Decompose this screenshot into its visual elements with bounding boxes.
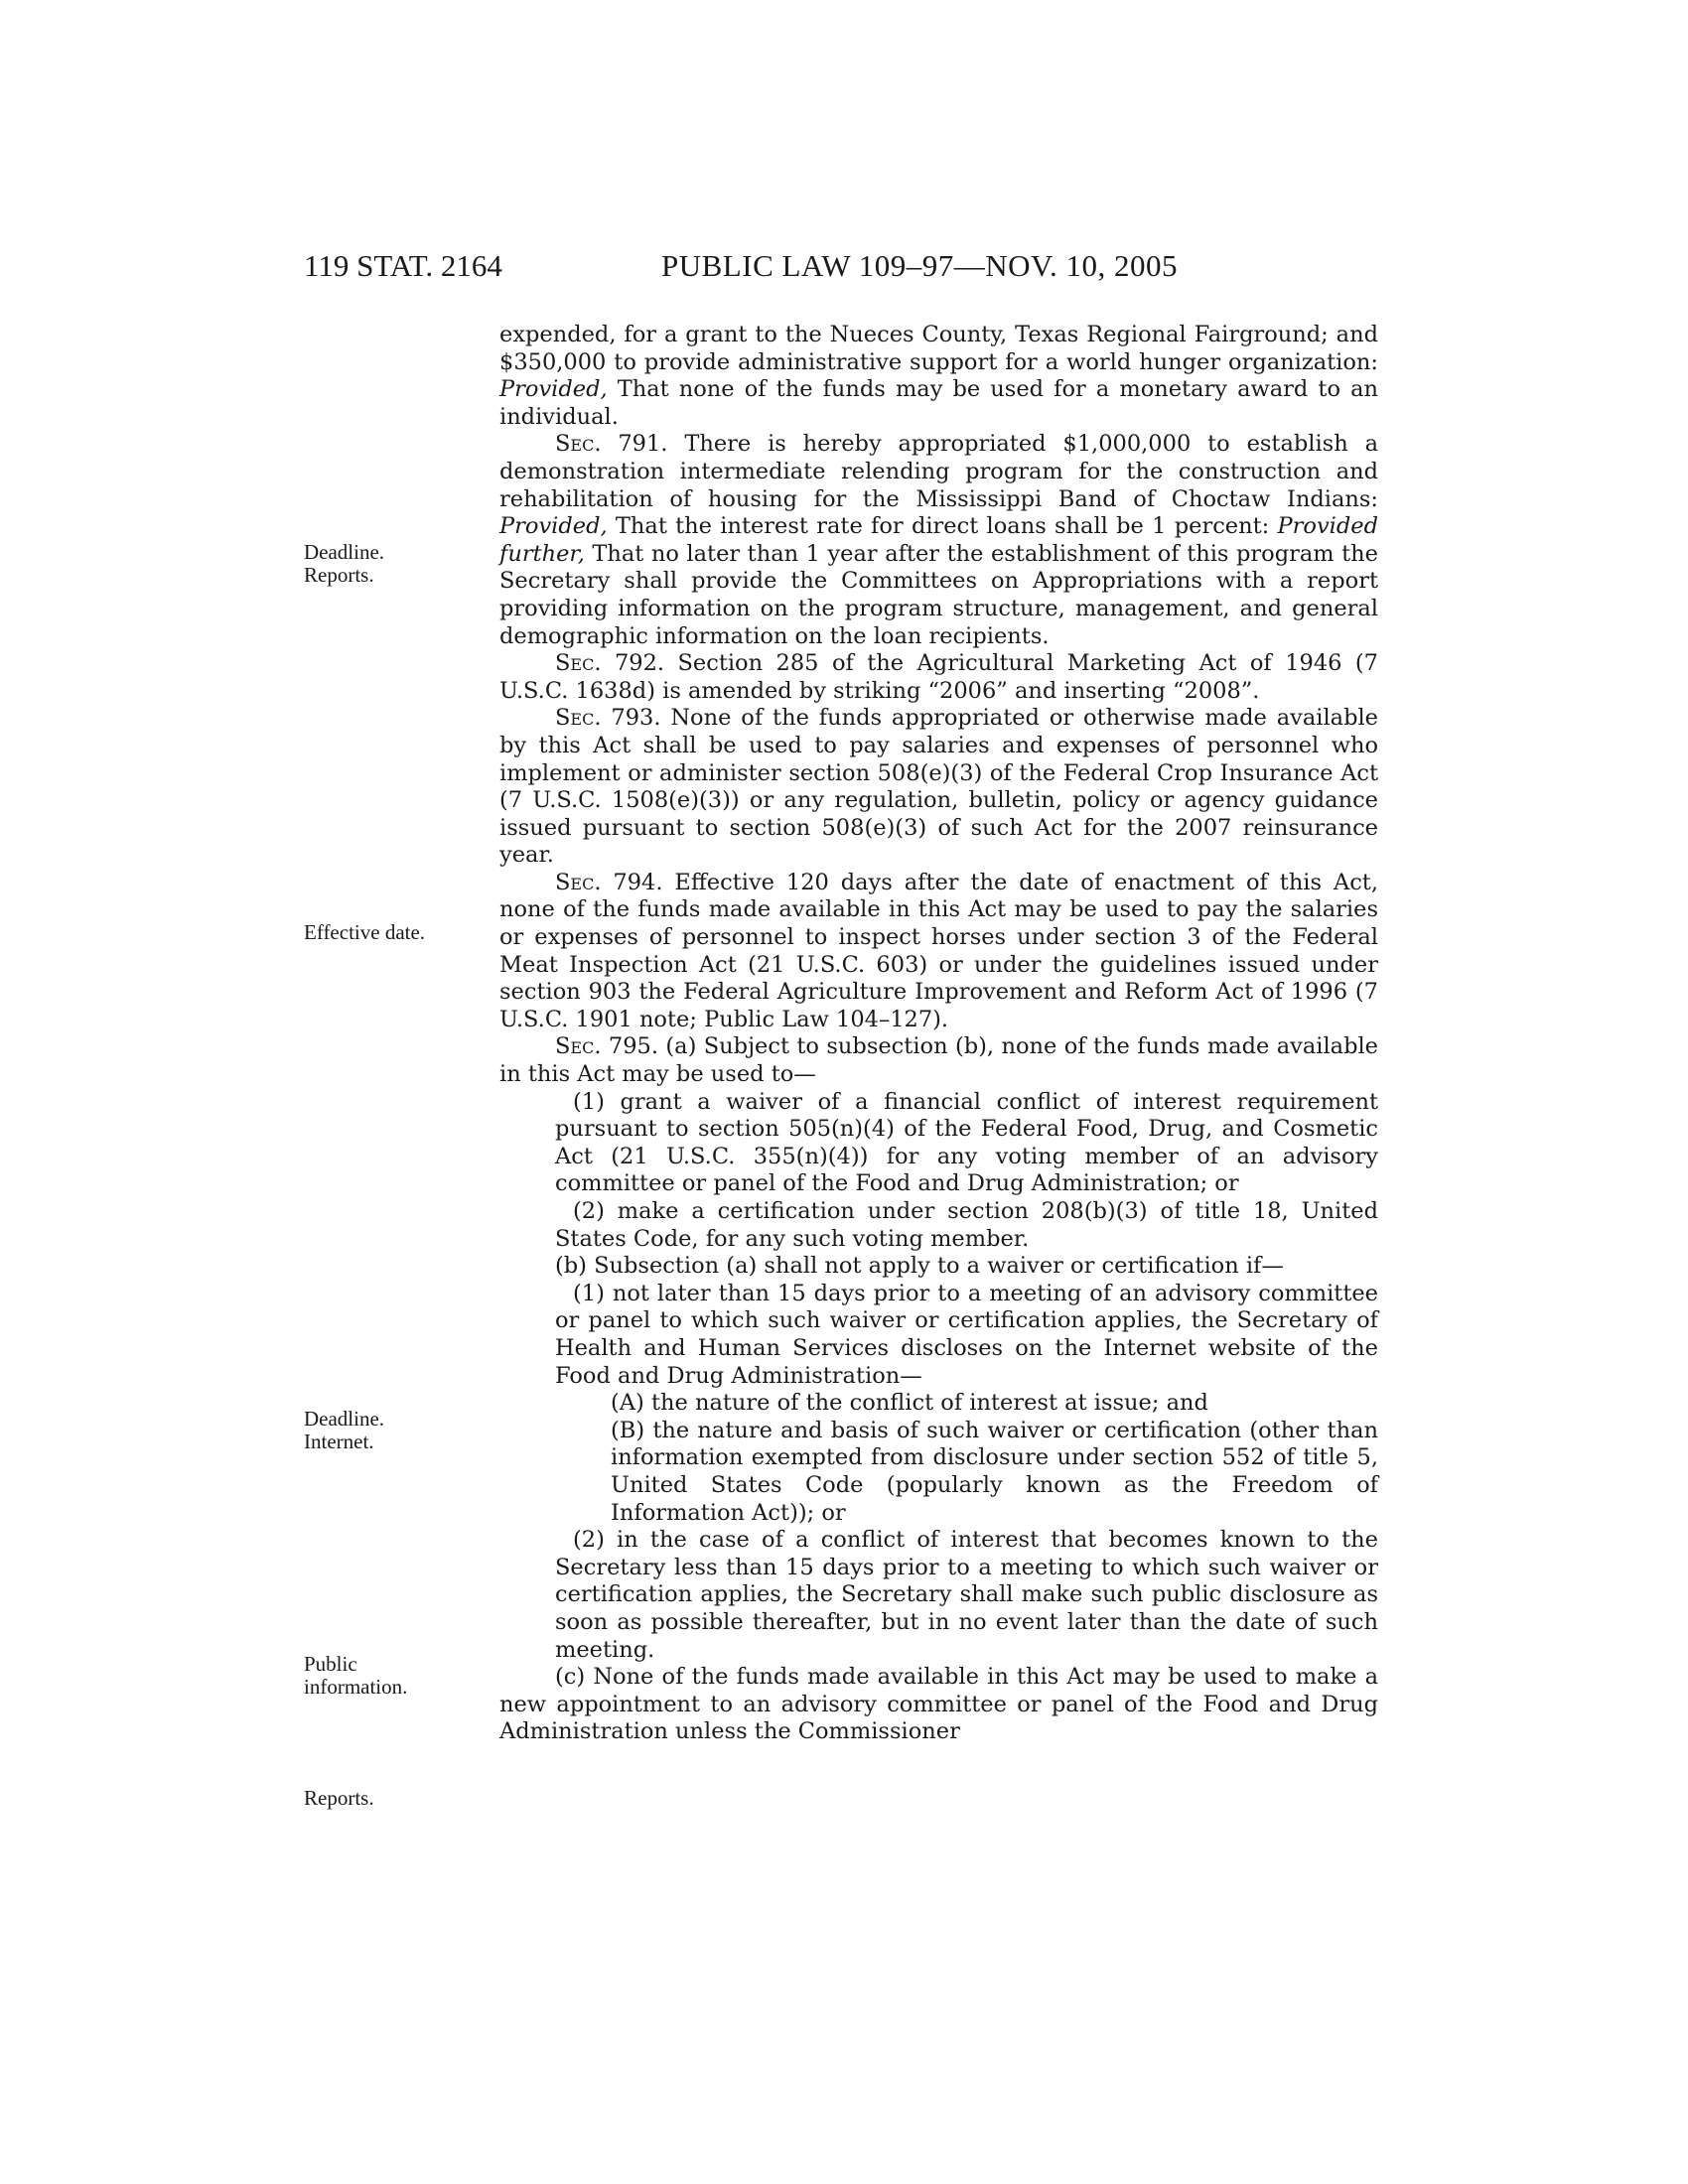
margin-note-reports xyxy=(304,1787,453,1810)
page-header xyxy=(304,248,1356,288)
section-792: Sec. 792. Section 285 of the Agricultural Marketing Act of 1946 (7 U.S.C. 1638d) is amended by striking “2006” and inserting “2008”. xyxy=(499,650,1378,704)
margin-note-line: Reports. xyxy=(304,1786,374,1810)
margin-note-line: Effective date. xyxy=(304,920,426,944)
section-791: Sec. 791. There is hereby appropriated $1,000,000 to establish a demonstration intermediate relending program for the construction and rehabilitation of housing for the Mississippi Band of Choctaw Indians: Provided, That the interest rate for direct loans shall be 1 percent: Provided further, That no later than 1 year after the establishment of this program the Secretary shall provide the Committees on Appropriations with a report providing information on the program structure, management, and general demographic information on the loan recipients. xyxy=(499,431,1378,649)
statute-page-number: 119 STAT. 2164 xyxy=(304,248,502,283)
subsection-b-1-A: (A) the nature of the conflict of interest at issue; and xyxy=(611,1390,1208,1417)
section-795-a: Sec. 795. (a) Subject to subsection (b), none of the funds made available in this Act may be used to— xyxy=(499,1033,1378,1088)
subsection-b: (b) Subsection (a) shall not apply to a waiver or certification if— xyxy=(555,1253,1284,1280)
margin-note-line: Reports. xyxy=(304,563,374,587)
margin-note-deadline-reports xyxy=(304,541,453,587)
paragraph-continuation: expended, for a grant to the Nueces County, Texas Regional Fairground; and $350,000 to provide administrative support for a world hunger organization: Provided, That none of the funds may be used for a monetary award to an individual. xyxy=(499,322,1378,430)
margin-note-line: information. xyxy=(304,1675,408,1699)
section-794: Sec. 794. Effective 120 days after the date of enactment of this Act, none of the funds made available in this Act may be used to pay the salaries or expenses of personnel to inspect horses under section 3 of the Federal Meat Inspection Act (21 U.S.C. 603) or under the guidelines issued under section 903 the Federal Agriculture Improvement and Reform Act of 1996 (7 U.S.C. 1901 note; Public Law 104–127). xyxy=(499,869,1378,1032)
margin-note-line: Deadline. xyxy=(304,540,385,564)
subsection-c: (c) None of the funds made available in this Act may be used to make a new appointment to an advisory committee or panel of the Food and Drug Administration unless the Commissioner xyxy=(499,1664,1378,1745)
subsection-a-1: (1) grant a waiver of a financial conflict of interest requirement pursuant to section 505(n)(4) of the Federal Food, Drug, and Cosmetic Act (21 U.S.C. 355(n)(4)) for any voting member of an advisory committee or panel of the Food and Drug Administration; or xyxy=(555,1088,1378,1197)
subsection-b-2: (2) in the case of a conflict of interest that becomes known to the Secretary less than 15 days prior to a meeting to which such waiver or certification applies, the Secretary shall make such public disclosure as soon as possible thereafter, but in no event later than the date of such meeting. xyxy=(555,1527,1378,1663)
margin-note-deadline-internet xyxy=(304,1408,453,1453)
margin-note-public-information xyxy=(304,1653,453,1699)
subsection-b-1: (1) not later than 15 days prior to a meeting of an advisory committee or panel to which such waiver or certification applies, the Secretary of Health and Human Services discloses on the Internet website of the Food and Drug Administration— xyxy=(555,1280,1378,1389)
margin-note-line: Deadline. xyxy=(304,1407,385,1431)
statute-body-text xyxy=(499,322,1378,1746)
subsection-b-1-B: (B) the nature and basis of such waiver or certification (other than information exempted from disclosure under section 552 of title 5, United States Code (popularly known as the Freedom of Information Act)); or xyxy=(611,1417,1378,1526)
subsection-a-2: (2) make a certification under section 208(b)(3) of title 18, United States Code, for any such voting member. xyxy=(555,1198,1378,1252)
margin-note-effective-date xyxy=(304,921,453,944)
section-793: Sec. 793. None of the funds appropriated or otherwise made available by this Act shall be used to pay salaries and expenses of personnel who implement or administer section 508(e)(3) of the Federal Crop Insurance Act (7 U.S.C. 1508(e)(3)) or any regulation, bulletin, policy or agency guidance issued pursuant to section 508(e)(3) of such Act for the 2007 reinsurance year. xyxy=(499,705,1378,869)
margin-note-line: Internet. xyxy=(304,1430,374,1453)
margin-note-line: Public xyxy=(304,1652,357,1676)
public-law-title: PUBLIC LAW 109–97—NOV. 10, 2005 xyxy=(661,248,1178,283)
